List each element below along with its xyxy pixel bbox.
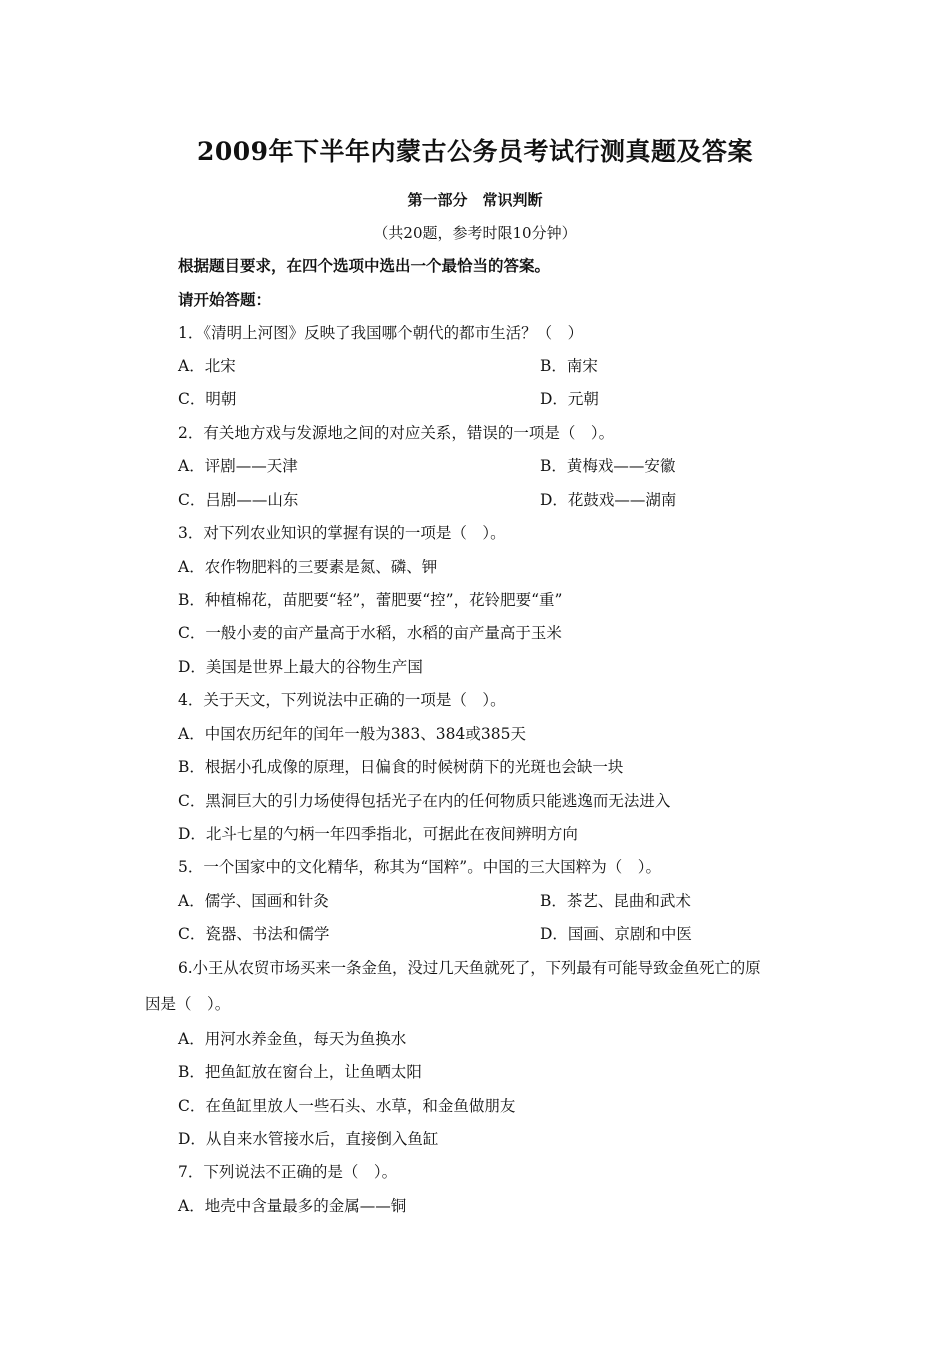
question-1-stem: 1．《清明上河图》反映了我国哪个朝代的都市生活？（ ） [178,324,584,342]
question-3-option-c: C．一般小麦的亩产量高于水稻，水稻的亩产量高于玉米 [178,624,562,642]
document-title: 2009年下半年内蒙古公务员考试行测真题及答案 [196,137,754,166]
question-7-option-a: A．地壳中含量最多的金属——铜 [178,1197,407,1215]
question-7-stem: 7．下列说法不正确的是（ ）。 [178,1163,398,1181]
question-5-option-d: D．国画、京剧和中医 [540,925,692,943]
question-6-stem-line-2: 因是（ ）。 [145,995,231,1013]
question-6-stem-line-1: 6.小王从农贸市场买来一条金鱼，没过几天鱼就死了，下列最有可能导致金鱼死亡的原 [178,959,761,977]
question-6-option-b: B．把鱼缸放在窗台上，让鱼晒太阳 [178,1063,422,1081]
question-4-option-a: A．中国农历纪年的闰年一般为383、384或385天 [178,725,526,743]
question-4-option-c: C．黑洞巨大的引力场使得包括光子在内的任何物质只能逃逸而无法进入 [178,792,671,810]
question-2-option-d: D．花鼓戏——湖南 [540,491,677,509]
instruction-text: 根据题目要求，在四个选项中选出一个最恰当的答案。 [178,256,551,275]
question-3-option-b: B．种植棉花，苗肥要“轻”，蕾肥要“控”，花铃肥要“重” [178,591,563,609]
question-5-option-b: B．茶艺、昆曲和武术 [540,892,691,910]
question-1-option-c: C．明朝 [178,390,237,408]
question-3-stem: 3．对下列农业知识的掌握有误的一项是（ ）。 [178,524,506,542]
question-6-option-c: C．在鱼缸里放人一些石头、水草，和金鱼做朋友 [178,1097,516,1115]
question-4-option-b: B．根据小孔成像的原理，日偏食的时候树荫下的光斑也会缺一块 [178,758,624,776]
question-5-option-c: C．瓷器、书法和儒学 [178,925,330,943]
question-6-option-d: D．从自来水管接水后，直接倒入鱼缸 [178,1130,439,1148]
question-2-stem: 2．有关地方戏与发源地之间的对应关系，错误的一项是（ ）。 [178,424,615,442]
question-3-option-d: D．美国是世界上最大的谷物生产国 [178,658,423,676]
question-5-stem: 5．一个国家中的文化精华，称其为“国粹”。中国的三大国粹为（ ）。 [178,858,661,876]
start-text: 请开始答题： [178,290,272,309]
question-4-stem: 4．关于天文，下列说法中正确的一项是（ ）。 [178,691,506,709]
question-1-option-d: D．元朝 [540,390,599,408]
section-note: （共20题，参考时限10分钟） [373,224,577,242]
question-5-option-a: A．儒学、国画和针灸 [178,892,329,910]
question-1-option-b: B．南宋 [540,357,598,375]
question-2-option-b: B．黄梅戏——安徽 [540,457,676,475]
section-heading: 第一部分 常识判断 [407,191,543,209]
question-3-option-a: A．农作物肥料的三要素是氮、磷、钾 [178,558,438,576]
question-4-option-d: D．北斗七星的勺柄一年四季指北，可据此在夜间辨明方向 [178,825,578,843]
question-2-option-c: C．吕剧——山东 [178,491,299,509]
question-2-option-a: A．评剧——天津 [178,457,298,475]
question-1-option-a: A．北宋 [178,357,236,375]
question-6-option-a: A．用河水养金鱼，每天为鱼换水 [178,1030,407,1048]
